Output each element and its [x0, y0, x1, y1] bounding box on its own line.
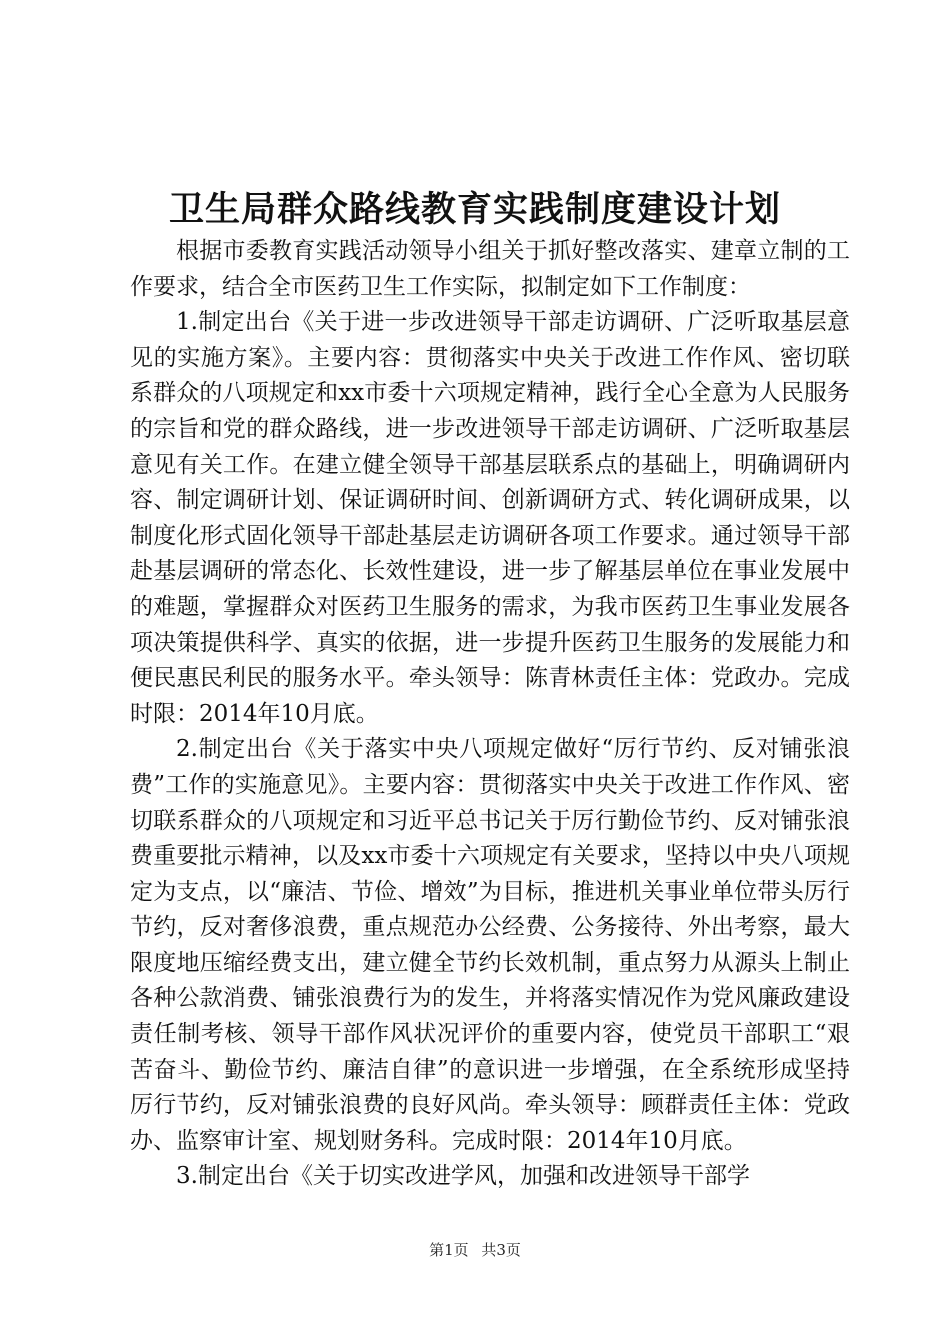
page-number: 第1页 [429, 1241, 469, 1259]
document-title: 卫生局群众路线教育实践制度建设计划 [168, 189, 781, 230]
item-2-paragraph: 2.制定出台《关于落实中央八项规定做好“厉行节约、反对铺张浪费”工作的实施意见》。主要内容：贯彻落实中央关于改进工作作风、密切联系群众的八项规定和习近平总书记关于厉行勤俭节约、反对铺张浪费重要批示精神，以及xx市委十六项规定有关要求，坚持以中央八项规定为支点，以“廉洁、节俭、增效”为目标，推进机关事业单位带头厉行节约，反对奢侈浪费，重点规范办公经费、公务接待、外出考察，最大限度地压缩经费支出，建立健全节约长效机制，重点努力从源头上制止各种公款消费、铺张浪费行为的发生，并将落实情况作为党风廉政建设责任制考核、领导干部作风状况评价的重要内容，使党员干部职工“艰苦奋斗、勤俭节约、廉洁自律”的意识进一步增强，在全系统形成坚持厉行节约，反对铺张浪费的良好风尚。牵头领导：顾群责任主体：党政办、监察审计室、规划财务科。完成时限：2014年10月底。 [130, 736, 850, 1154]
intro-paragraph: 根据市委教育实践活动领导小组关于抓好整改落实、建章立制的工作要求，结合全市医药卫生工作实际，拟制定如下工作制度： [130, 238, 850, 300]
item-3-paragraph: 3.制定出台《关于切实改进学风，加强和改进领导干部学 [176, 1163, 750, 1190]
document-body [130, 234, 850, 1195]
page-footer [0, 1240, 950, 1260]
item-1-paragraph: 1.制定出台《关于进一步改进领导干部走访调研、广泛听取基层意见的实施方案》。主要内容：贯彻落实中央关于改进工作作风、密切联系群众的八项规定和xx市委十六项规定精神，践行全心全意为人民服务的宗旨和党的群众路线，进一步改进领导干部走访调研、广泛听取基层意见有关工作。在建立健全领导干部基层联系点的基础上，明确调研内容、制定调研计划、保证调研时间、创新调研方式、转化调研成果，以制度化形式固化领导干部赴基层走访调研各项工作要求。通过领导干部赴基层调研的常态化、长效性建设，进一步了解基层单位在事业发展中的难题，掌握群众对医药卫生服务的需求，为我市医药卫生事业发展各项决策提供科学、真实的依据，进一步提升医药卫生服务的发展能力和便民惠民利民的服务水平。牵头领导：陈青林责任主体：党政办。完成时限：2014年10月底。 [130, 309, 850, 727]
page-total: 共3页 [481, 1241, 521, 1259]
